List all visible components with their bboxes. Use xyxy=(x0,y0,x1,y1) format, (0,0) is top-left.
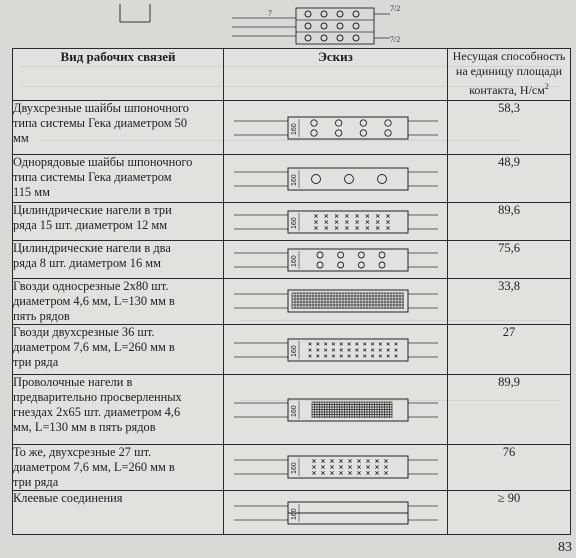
joint-description-line: три ряда xyxy=(13,475,59,489)
joint-description xyxy=(13,203,224,241)
sketch-dimension-label: 160 xyxy=(291,405,298,417)
joint-description-line: диаметром 4,6 мм, L=130 мм в xyxy=(13,294,175,308)
table-row xyxy=(13,155,571,203)
joint-description xyxy=(13,375,224,445)
sketch-dimension-label: 160 xyxy=(291,508,298,520)
top-sketch-label: 7 xyxy=(268,9,272,18)
joint-sketch xyxy=(224,101,448,155)
joint-description xyxy=(13,279,224,325)
joint-description-line: ряда 15 шт. диаметром 12 мм xyxy=(13,218,168,232)
joint-description-line: ряда 8 шт. диаметром 16 мм xyxy=(13,256,161,270)
capacity-value: 75,6 xyxy=(448,241,571,279)
joint-description-line: мм, L=130 мм в пять рядов xyxy=(13,420,156,434)
joint-sketch xyxy=(224,375,448,445)
top-sketch-label: 7/2 xyxy=(390,4,401,13)
joint-description-line: предварительно просверленных xyxy=(13,390,182,404)
joint-description-line: мм xyxy=(13,131,29,145)
joint-description-line: Проволочные нагели в xyxy=(13,375,133,389)
capacity-value: 89,6 xyxy=(448,203,571,241)
capacity-value: 33,8 xyxy=(448,279,571,325)
joint-description-line: 115 мм xyxy=(13,185,50,199)
joint-description-line: То же, двухсрезные 27 шт. xyxy=(13,445,152,459)
joint-sketch xyxy=(224,203,448,241)
joint-description-line: диаметром 7,6 мм, L=260 мм в xyxy=(13,460,175,474)
joint-sketch xyxy=(224,491,448,535)
table-row xyxy=(13,279,571,325)
joint-description xyxy=(13,325,224,375)
joint-sketch-cell xyxy=(224,445,448,491)
table-row xyxy=(13,241,571,279)
joint-capacity-table xyxy=(12,48,571,535)
header-sketch: Эскиз xyxy=(224,49,448,101)
capacity-value: 27 xyxy=(448,325,571,375)
joint-description xyxy=(13,241,224,279)
capacity-value: 76 xyxy=(448,445,571,491)
top-joint-drawing xyxy=(0,0,576,48)
header-joint-type: Вид рабочих связей xyxy=(13,49,224,101)
table-row xyxy=(13,325,571,375)
joint-sketch-cell xyxy=(224,491,448,535)
joint-description xyxy=(13,445,224,491)
joint-description-line: диаметром 7,6 мм, L=260 мм в xyxy=(13,340,175,354)
table-row xyxy=(13,203,571,241)
joint-sketch-cell xyxy=(224,203,448,241)
sketch-dimension-label: 160 xyxy=(291,462,298,474)
joint-sketch-cell xyxy=(224,325,448,375)
page-number: 83 xyxy=(558,540,572,555)
joint-sketch xyxy=(224,445,448,489)
joint-sketch-cell xyxy=(224,375,448,445)
joint-description xyxy=(13,101,224,155)
top-sketch-label: 7/2 xyxy=(390,35,401,44)
joint-sketch-cell xyxy=(224,279,448,325)
header-capacity-line: Несущая способность xyxy=(452,49,566,63)
joint-description-line: гнездах 2х65 шт. диаметром 4,6 xyxy=(13,405,181,419)
sketch-dimension-label: 160 xyxy=(291,255,298,267)
table-row xyxy=(13,101,571,155)
joint-description-line: Цилиндрические нагели в два xyxy=(13,241,171,255)
joint-description-line: Гвозди односрезные 2х80 шт. xyxy=(13,279,169,293)
joint-sketch xyxy=(224,241,448,279)
joint-sketch-cell xyxy=(224,241,448,279)
capacity-value: 89,9 xyxy=(448,375,571,445)
table-row xyxy=(13,375,571,445)
joint-description-line: пять рядов xyxy=(13,309,70,323)
header-capacity xyxy=(448,49,571,101)
joint-sketch xyxy=(224,325,448,375)
table-row xyxy=(13,445,571,491)
table-row xyxy=(13,491,571,535)
joint-description-line: типа системы Гека диаметром xyxy=(13,170,172,184)
joint-description-line: Цилиндрические нагели в три xyxy=(13,203,172,217)
capacity-value: 48,9 xyxy=(448,155,571,203)
joint-sketch-cell xyxy=(224,101,448,155)
sketch-dimension-label: 160 xyxy=(291,123,298,135)
header-capacity-line: на единицу площади xyxy=(455,64,563,78)
capacity-value: ≥ 90 xyxy=(448,491,571,535)
header-capacity-unit: контакта, $Н/см^2$ xyxy=(469,82,549,97)
joint-description-line: Однорядовые шайбы шпоночного xyxy=(13,155,193,169)
joint-description xyxy=(13,491,224,535)
capacity-value: 58,3 xyxy=(448,101,571,155)
joint-description-line: Двухсрезные шайбы шпоночного xyxy=(13,101,190,115)
joint-description xyxy=(13,155,224,203)
table-header-row xyxy=(13,49,571,101)
sketch-dimension-label: 160 xyxy=(291,345,298,357)
joint-description-line: типа системы Гека диаметром 50 xyxy=(13,116,188,130)
joint-sketch xyxy=(224,279,448,323)
joint-sketch-cell xyxy=(224,155,448,203)
sketch-dimension-label: 160 xyxy=(291,174,298,186)
joint-sketch xyxy=(224,155,448,203)
joint-description-line: Гвозди двухсрезные 36 шт. xyxy=(13,325,155,339)
joint-description-line: три ряда xyxy=(13,355,59,369)
joint-description-line: Клеевые соединения xyxy=(13,491,123,505)
sketch-dimension-label: 160 xyxy=(291,217,298,229)
